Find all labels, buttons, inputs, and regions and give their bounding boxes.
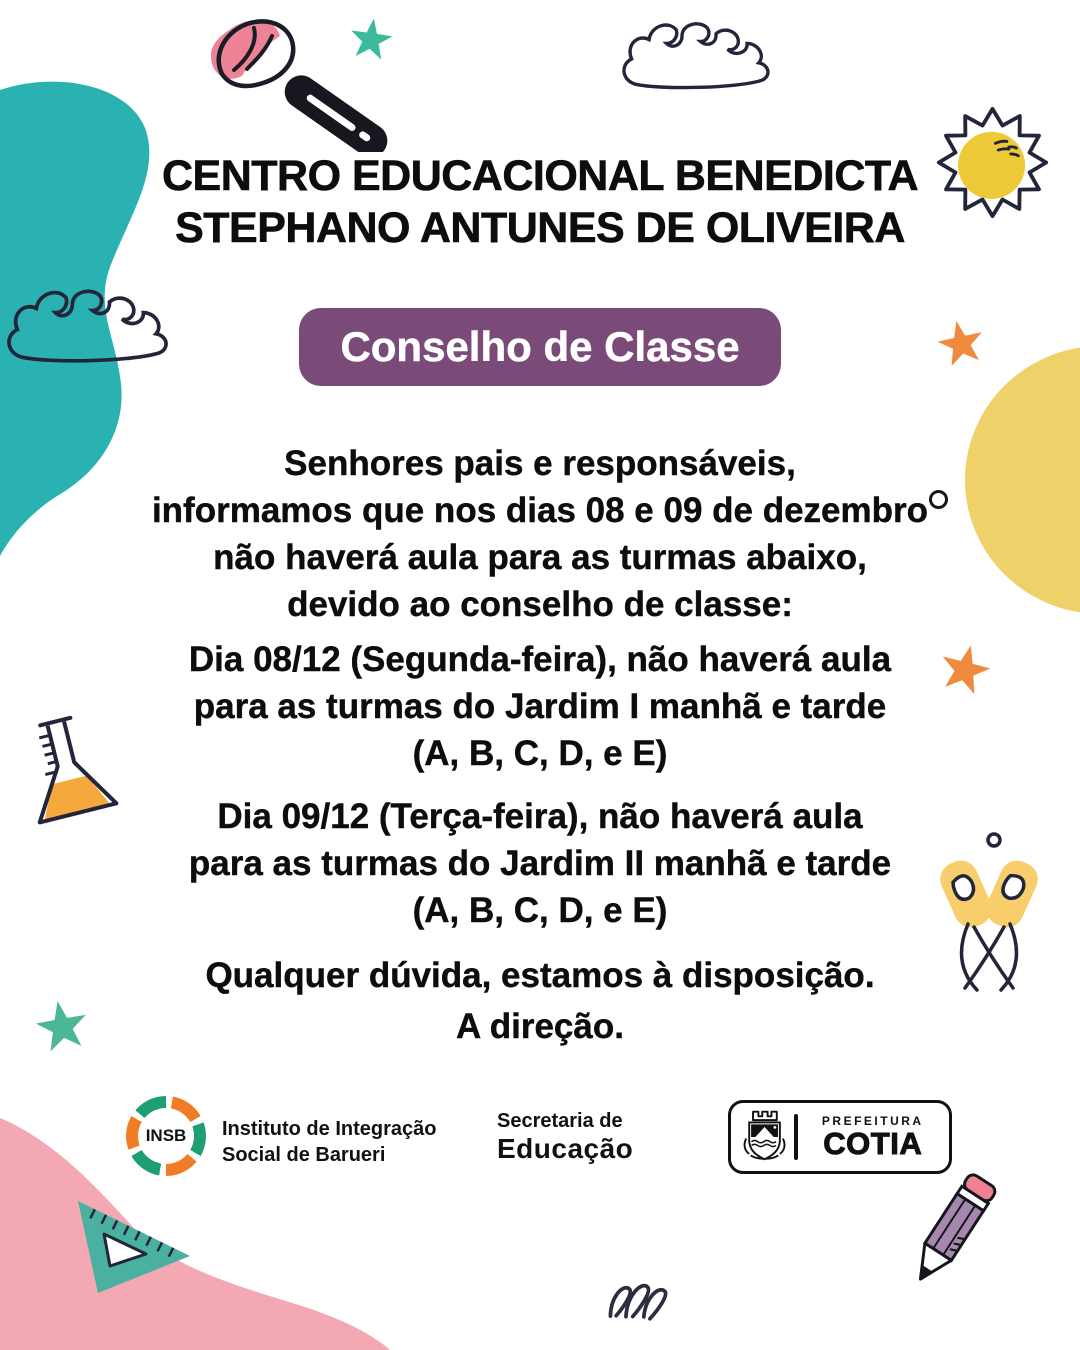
cotia-logo <box>728 1100 952 1174</box>
school-name-title <box>0 150 1080 254</box>
closing-paragraph <box>0 950 1080 1052</box>
secretaria-educacao-label <box>497 1110 633 1164</box>
day1-paragraph <box>0 636 1080 777</box>
text-line: para as turmas do Jardim II manhã e tarde <box>188 844 892 883</box>
text-line: (A, B, C, D, e E) <box>412 734 668 773</box>
insb-org-name <box>222 1116 436 1168</box>
text-line: Senhores pais e responsáveis, <box>284 444 796 483</box>
text-line: Instituto de Integração <box>222 1118 437 1140</box>
day2-paragraph <box>0 793 1080 934</box>
title-line: STEPHANO ANTUNES DE OLIVEIRA <box>175 204 905 252</box>
text-line: Dia 08/12 (Segunda-feira), não haverá aula <box>188 640 892 679</box>
text-line: informamos que nos dias 08 e 09 de dezembro <box>151 491 929 530</box>
intro-paragraph <box>0 440 1080 628</box>
conselho-badge <box>299 308 781 386</box>
text-line: para as turmas do Jardim I manhã e tarde <box>193 687 887 726</box>
text-line: Qualquer dúvida, estamos à disposição. <box>205 956 875 995</box>
insb-abbr: INSB <box>138 1108 194 1164</box>
text-line: A direção. <box>456 1007 624 1046</box>
text-line: devido ao conselho de classe: <box>287 585 793 624</box>
text-line: Dia 09/12 (Terça-feira), não haverá aula <box>217 797 863 836</box>
squiggle-icon <box>599 1260 680 1343</box>
text-line: Social de Barueri <box>222 1144 386 1166</box>
cotia-label: COTIA <box>823 1126 923 1161</box>
text-line: Educação <box>497 1133 634 1164</box>
cotia-divider <box>794 1114 798 1160</box>
cotia-crest-icon <box>740 1108 786 1166</box>
prefeitura-label: PREFEITURA <box>821 1114 924 1128</box>
insb-logo-icon <box>126 1096 206 1176</box>
text-line: Secretaria de <box>497 1110 623 1132</box>
set-square-icon <box>68 1196 193 1296</box>
pencil-icon <box>897 1166 1005 1298</box>
cloud-icon <box>0 283 185 373</box>
text-line: (A, B, C, D, e E) <box>412 891 668 930</box>
star-icon <box>345 13 397 65</box>
text-line: não haverá aula para as turmas abaixo, <box>213 538 867 577</box>
cloud-icon <box>618 15 783 100</box>
title-line: CENTRO EDUCACIONAL BENEDICTA <box>161 152 919 200</box>
star-icon <box>931 313 990 372</box>
cotia-wordmark <box>806 1114 941 1160</box>
badge-label: Conselho de Classe <box>340 323 740 370</box>
